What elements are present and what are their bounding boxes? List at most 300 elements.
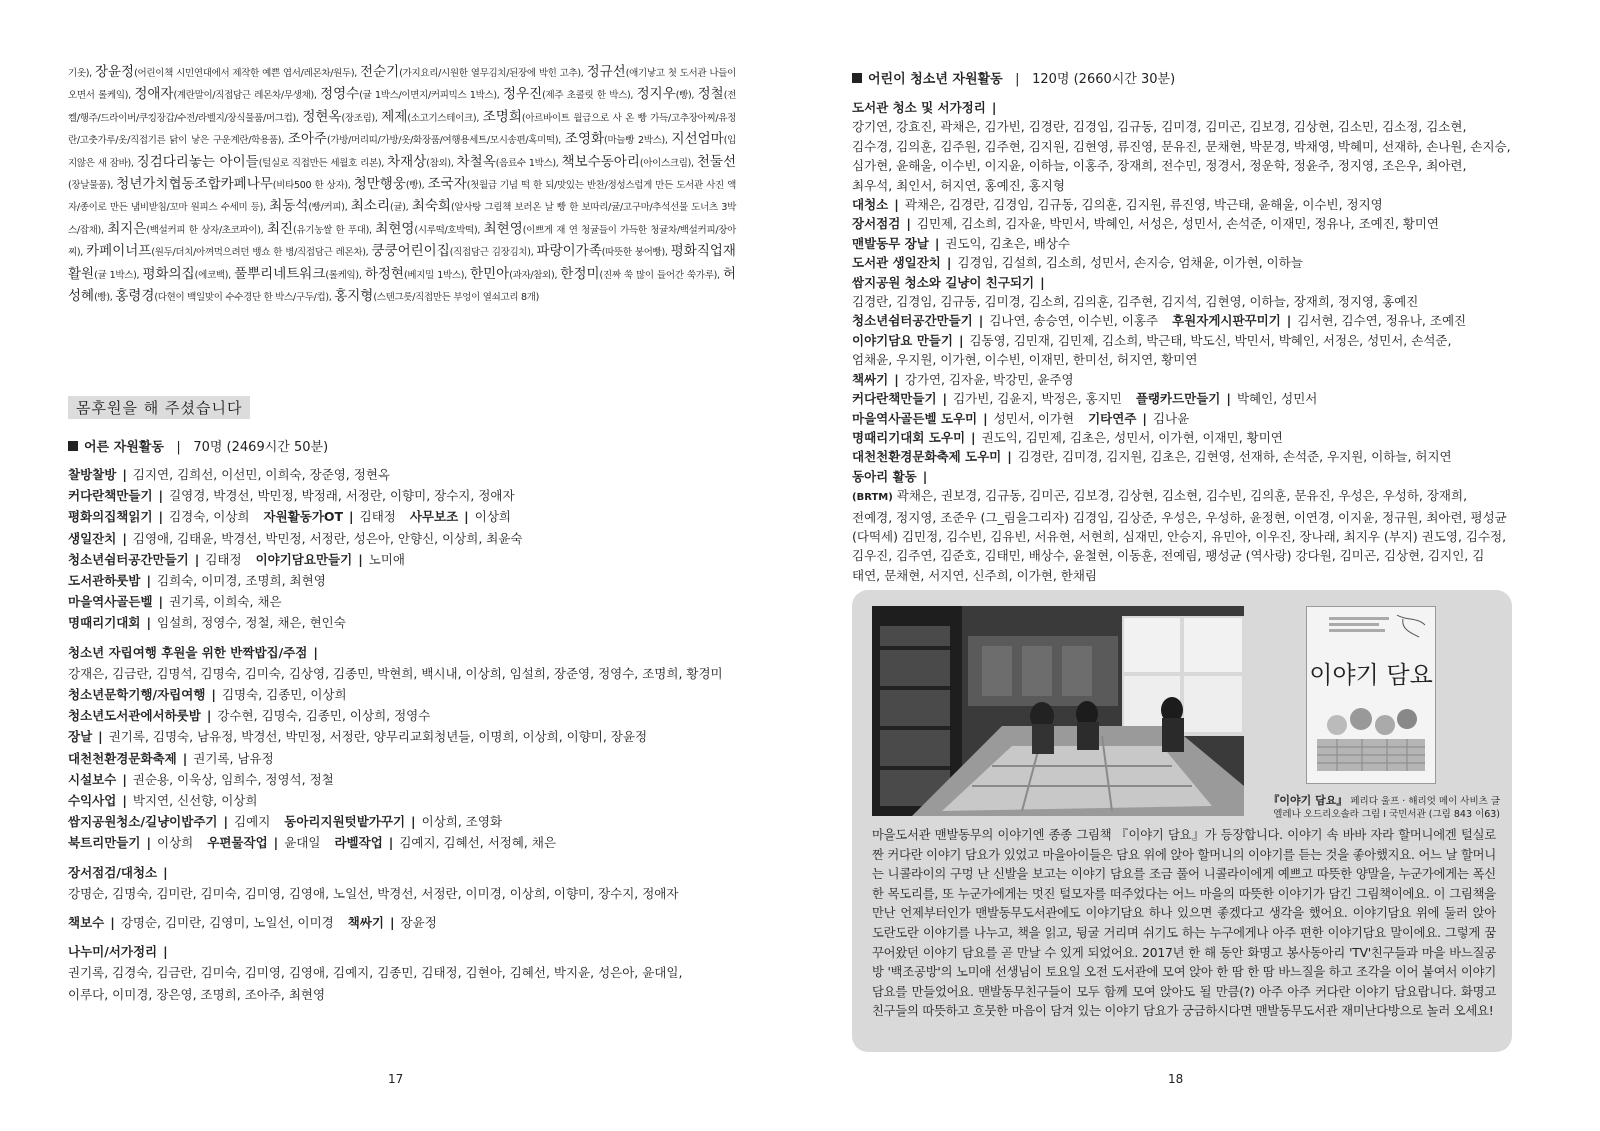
activity-names: 김동영, 김민재, 김민제, 김소희, 박근태, 박도신, 박민서, 박혜인, 서정은, 성민서, 손석준, [969,332,1452,348]
club-tag: (BRTM) [852,492,893,504]
donor-name: 최소리 [350,198,390,215]
activity-separator: | [206,708,212,724]
activity-row [852,508,1524,527]
activity-label: 수익사업 [68,793,117,809]
activity-names: 김수경, 김의훈, 김주원, 김주현, 김지원, 김현영, 류진영, 문유진, 문채현, 박문경, 박채영, 박혜미, 선재하, 손나원, 손지승, [852,138,1511,154]
donor-detail: (과자/참외), [509,269,561,281]
activity-row [68,811,748,832]
donor-detail: (장조림), [341,112,382,124]
donor-detail: (소고기스테이크), [407,112,483,124]
donor-detail: (시루떡/호박떡), [414,224,484,236]
activity-names: 이루다, 이미경, 장은영, 조명희, 조아주, 최현영 [68,986,326,1002]
activity-separator: | [163,944,168,960]
activity-separator: | [194,551,200,567]
activity-names: 권도익, 김민제, 김초은, 성민서, 이가현, 이재민, 황미연 [981,429,1283,445]
donor-name: 제제 [381,108,408,125]
activity-names: 이상희 [157,835,194,851]
donor-name: 조영화 [564,131,605,148]
donor-name: 청년가치협동조합카페나무 [116,176,273,193]
activity-names: 김우진, 김주연, 김준호, 김태민, 배상수, 윤철현, 이동훈, 전예림, 팽성균 (역사랑) 강다원, 김미곤, 김상현, 김지인, 김 [852,548,1485,564]
activity-names: 윤대일 [284,835,321,851]
activity-names: 김예지, 김혜선, 서정혜, 채은 [399,835,557,851]
activity-names: 김지연, 김희선, 이선민, 이희숙, 장준영, 정현옥 [132,467,390,482]
donor-name: 최숙희 [411,198,451,215]
adult-header-title: 어른 자원활동 [84,440,164,455]
activity-label: 사무보조 [409,509,459,525]
donor-detail: (입지않은 새 잠바), [68,135,737,169]
donor-name: 최현영 [375,220,415,237]
activity-row [852,253,1524,272]
activity-row [852,311,1524,330]
library-photo-illustration [872,606,1244,816]
donor-name: 조명희 [482,108,522,125]
donor-name: 홍지형 [334,288,374,305]
activity-label: 명때리기대회 [68,615,141,631]
activity-separator: | [906,216,911,232]
activity-names: 강재은, 김금란, 김명석, 김명숙, 김미숙, 김상영, 김종민, 박현희, 백시내, 이상희, 임설희, 장준영, 정영수, 조명희, 황경미 [68,665,723,681]
donor-detail: (첫월급 기념 떡 한 되/맛있는 반찬/정성스럽게 만든 도서관 사진 액자/종이로 만든 냄비받침/꼬마 원피스 수세미 등), [68,180,736,214]
donor-detail: (아이스크림), [639,157,697,169]
activity-label: 대천천환경문화축제 [68,750,177,766]
activity-separator: | [971,429,976,445]
activity-names: 권기록, 남유정 [193,750,274,766]
activity-row [68,705,748,726]
donor-detail: (어린이책 시민연대에서 제작한 예쁜 엽서/레몬차/원두), [134,68,361,79]
donor-detail: (직접담근 김장김치), [449,247,537,259]
activity-names: 곽채은, 권보경, 김규동, 김미곤, 김보경, 김상현, 김소현, 김수빈, 김의훈, 문유진, 우성은, 우성하, 장재희, [896,488,1468,504]
activity-names: 김나연, 송승연, 이수빈, 이홍주 [989,313,1159,329]
page-number-left: 17 [388,1072,404,1086]
activity-separator: | [388,835,394,851]
activity-separator: | [922,468,928,484]
activity-row [68,612,748,633]
activity-separator: | [211,687,216,703]
activity-separator: | [158,594,164,610]
donor-name: 최진 [266,220,294,237]
activity-separator: | [991,100,997,115]
activity-label: 이야기담요만들기 [255,551,353,567]
activity-label: 청소년 자립여행 후원을 위한 반짝밥집/주점 [68,644,308,660]
activity-row [68,591,748,612]
donor-detail: (에코백), [194,269,235,281]
activity-label: 도서관 생일잔치 [852,255,941,271]
activity-row [852,156,1524,175]
activity-row [852,370,1524,389]
activity-label: 쌈지공원 청소와 길냥이 친구되기 [852,274,1035,290]
activity-names: 엄채윤, 우지원, 이가현, 이수빈, 이재민, 한미선, 허지연, 황미연 [852,352,1198,368]
donor-detail: (빵/커피), [308,202,351,214]
donor-name: 정애자 [134,86,174,103]
book-cover-title: 이야기 담요 [1309,661,1433,689]
activity-separator: | [978,313,984,329]
donor-name: 홍령경 [115,288,155,305]
donor-name: 쿵쿵어린이집 [371,243,450,260]
activity-row [852,234,1524,253]
teen-header-value: 120명 (2660시간 30분) [1032,72,1176,87]
activity-separator: | [894,197,899,213]
activity-row [852,137,1524,156]
activity-names: 박지연, 신선향, 이상희 [132,793,258,809]
activity-label: 커다란책만들기 [68,488,153,504]
activity-names: 강명순, 김명숙, 김미란, 김미숙, 김미영, 김영애, 노일선, 박경선, 서정란, 이미경, 이상희, 이향미, 장수지, 정애자 [68,885,679,901]
activity-label: 평화의집책읽기 [68,509,153,525]
donor-detail: (가지요리/시원한 열무김치/된장에 박힌 고추), [399,68,587,79]
list-gap [68,933,748,941]
activity-row [68,506,748,527]
activity-names: 권기록, 김명숙, 남유정, 박경선, 박민정, 서정란, 양무리교회청년들, 이명희, 이상희, 이향미, 장윤정 [108,729,648,745]
activity-separator: | [946,255,952,271]
donor-name: 정현옥 [302,108,342,125]
activity-row [852,447,1524,466]
activity-row [852,331,1524,350]
activity-names: 강명순, 김미란, 김영미, 노일선, 이미경 [120,915,334,931]
activity-label: 기타연주 [1088,410,1137,426]
activity-names: 권도익, 김초은, 배상수 [945,235,1070,251]
activity-row [852,409,1524,428]
activity-row [852,486,1524,507]
donor-detail: (귤 1박스/이면지/커피믹스 1박스), [359,90,503,102]
activity-separator: | [1040,274,1045,290]
activity-label: 청소년문학기행/자립여행 [68,687,206,703]
adult-activity-list [68,464,748,1005]
donor-name: 최현영 [483,220,523,237]
activity-separator: | [349,509,354,525]
activity-label: 책싸기 [347,915,384,931]
activity-separator: | [411,814,416,830]
donor-detail: (참외), [426,157,457,169]
activity-separator: | [158,509,164,525]
square-bullet-icon [68,441,78,451]
activity-names: 곽채은, 김경란, 김경임, 김규동, 김의훈, 김지원, 류진영, 박근태, 윤해울, 이수빈, 정지영 [904,197,1383,213]
donor-list [68,62,736,308]
activity-label: 대청소 [852,197,889,213]
activity-names: 최우석, 최인서, 허지연, 홍예진, 홍지형 [852,177,1065,193]
donor-detail: (알사탕 그림책 보러온 날 빵 한 보따리/귤/고구마/추석선물 도너츠 3박스/잡채), [68,202,736,236]
activity-row [852,98,1524,117]
donor-detail: (귤), [389,202,412,214]
activity-names: 김예지 [234,814,271,830]
activity-separator: | [146,835,152,851]
activity-separator: | [894,371,899,387]
activity-row [68,832,748,853]
activity-separator: | [464,509,469,525]
activity-label: 동아리 활동 [852,468,917,484]
activity-label: 청소년도서관에서하룻밤 [68,708,201,724]
donor-detail: (베지밀 1박스), [403,269,471,281]
activity-label: 맨발동무 장날 [852,235,929,251]
activity-label: 커다란책만들기 [852,391,937,407]
activity-label: 이야기담요 만들기 [852,332,953,348]
activity-label: 장서점검/대청소 [68,864,158,880]
activity-separator: | [1286,313,1292,329]
donor-detail: (다현이 백일맞이 수수경단 한 박스/구두/컵), [154,292,335,304]
activity-label: 동아리지원텃밭가꾸기 [284,814,406,830]
list-gap [68,904,748,912]
activity-separator: | [389,915,395,931]
activity-names: 김영애, 김태윤, 박경선, 박민정, 서정란, 성은아, 안향신, 이상희, 최윤숙 [132,530,523,546]
activity-row [68,883,748,904]
activity-row [68,862,748,883]
donor-name: 파랑이가족 [536,243,602,260]
story-paragraph: 마을도서관 맨발동무의 이야기엔 종종 그림책 『이야기 담요』가 등장합니다. 이야기 속 바바 자라 할머니에겐 털실로 짠 커다란 이야기 담요가 있었고 마을아이들은 담요 위에 앉아 할머니의 이야기를 듣는 것을 좋아했지요. 어느 날 할머니는 니콜라이의 구멍 난 신발을 보고는 이야기 담요를 조금 풀어 니콜라이에게 예쁘고 따뜻한 양말을, 누군가에게는 폭신한 목도리를, 또 누군가에게는 멋진 털모자를 떠주었다는 어느 마을의 따뜻한 이야기가 담긴 그림책이에요. 이 그림책을 만난 언제부터인가 맨발동무도서관에도 이야기담요 하나 있으면 좋겠다고 생각을 했어요. 이야기담요 위에 둘러 앉아 도란도란 이야기를 나누고, 책을 읽고, 뒹굴 거리며 쉬기도 하는 누구에게나 아주 편한 이야기담요 말이에요. 그렇게 꿈꾸어왔던 이야기 담요를 곧 만날 수 있게 되었어요. 2017년 한 해 동안 화명고 봉사동아리 'TV'친구들과 마을 바느질공방 '백조공방'의 노미애 선생님이 토요일 오전 도서관에 모여 앉아 한 땀 한 땀 바느질을 하고 조각을 이어 붙여서 이야기담요를 만들었어요. 맨발동무친구들이 모두 함께 모여 앉아도 될 만큼(?) 아주 아주 커다란 이야기 담요랍니다. 화명고 친구들의 따뜻하고 흐뭇한 마음이 담겨 있는 이야기 담요가 궁금하시다면 맨발동무도서관 재미난다방으로 놀러 오세요! [872,828,1496,1019]
activity-row [68,769,748,790]
activity-names: 김명숙, 김종민, 이상희 [221,687,347,703]
donor-name: 천둘선 [696,153,736,170]
activity-separator: | [122,467,127,482]
donor-detail: (아르바이트 월급으로 사 온 빵 가득/고추장아찌/유정란/고춧가루/옷/직접기른 닭이 낳은 구운계란/학용품), [68,112,736,147]
activity-separator: | [98,729,103,745]
donor-detail: (빵), [405,180,428,192]
activity-row [852,467,1524,486]
activity-names: 김희숙, 이미경, 조명희, 최현영 [157,573,326,589]
teen-activity-list [852,98,1524,585]
activity-row [68,642,748,663]
activity-names: 노미애 [368,551,405,567]
caption-line-2: 엘레나 오드리오솔라 그림 I 국민서관 (그림 843 이63) [1273,809,1500,820]
donor-detail: (스텐그릇/직접만든 부엉이 열쇠고리 8개) [373,292,539,304]
activity-names: 강수현, 김명숙, 김종민, 이상희, 정영수 [217,708,431,724]
activity-separator: | [1007,449,1012,465]
donor-detail: (유기농쌀 한 푸대), [293,224,376,236]
activity-separator: | [273,835,279,851]
donor-name: 장윤정 [94,64,135,80]
donor-name: 징검다리놓는 아이들 [136,153,259,170]
donor-detail: (장날물품), [68,180,117,192]
activity-names: 김경숙, 이상희 [169,509,250,525]
activity-names: 강가연, 김자윤, 박강민, 윤주영 [904,371,1074,387]
activity-label: 플랭카드만들기 [1135,391,1221,407]
activity-names: 김서현, 김수연, 정유나, 조예진 [1297,313,1467,329]
activity-label: 나누미/서가정리 [68,944,158,960]
activity-label: 쌈지공원청소/길냥이밥주기 [68,814,218,830]
activity-row [68,941,748,962]
donor-detail: (진짜 쑥 많이 들어간 쑥가루), [599,269,723,281]
donor-detail: (빵), [675,90,698,102]
activity-names: 김태정 [205,551,242,567]
activity-row [68,485,748,506]
donor-name: 책보수동아리 [561,153,640,170]
activity-label: 책싸기 [852,371,889,387]
activity-row [852,566,1524,585]
activity-row [68,962,748,983]
activity-separator: | [146,615,152,631]
donor-detail: (따뜻한 붕어빵), [601,247,671,259]
activity-names: 권기록, 이희숙, 채은 [169,594,282,610]
activity-names: 김경임, 김설희, 김소희, 성민서, 손지승, 엄채윤, 이가현, 이하늘 [957,255,1303,271]
activity-row [852,195,1524,214]
donor-name: 한정미 [560,265,600,282]
activity-row [852,389,1524,408]
donor-detail: (이쁘게 재 연 청귤들이 가득한 청귤차/백설커피/장아찌), [68,224,736,259]
activity-row [852,428,1524,447]
donor-name: 카페이너프 [86,243,152,260]
activity-label: 청소년쉼터공간만들기 [68,551,189,567]
activity-names: 이상희 [474,509,511,525]
activity-label: 책보수 [68,915,105,931]
activity-separator: | [122,771,127,787]
activity-label: 장서점검 [852,216,901,232]
donor-text: 기옷), [68,68,95,79]
list-gap [68,634,748,642]
story-box [852,590,1512,1052]
activity-label: 마을역사골든벨 도우미 [852,410,978,426]
activity-row [68,726,748,747]
activity-row [852,273,1524,292]
activity-row [68,528,748,549]
activity-names: 이상희, 조영화 [421,814,503,830]
donor-detail: (계란말이/직접담근 레몬차/무생채), [173,90,321,102]
activity-label: 북트리만들기 [68,835,141,851]
activity-label: 청소년쉼터공간만들기 [852,313,973,329]
square-bullet-icon [852,73,862,83]
activity-names: 권기록, 김경숙, 김금란, 김미숙, 김미영, 김영애, 김예지, 김종민, 김태정, 김현아, 김혜선, 박지윤, 성은아, 윤대일, [68,965,683,981]
activity-label: 대천천환경문화축제 도우미 [852,449,1002,465]
activity-names: 박혜인, 성민서 [1236,391,1318,407]
activity-names: 김태정 [359,509,396,525]
activity-row [852,117,1524,136]
activity-names: 강기연, 강효진, 곽채은, 김가빈, 김경란, 김경임, 김규동, 김미경, 김미곤, 김보경, 김상현, 김소민, 김소정, 김소현, [852,119,1467,135]
activity-names: 김경란, 김미경, 김지원, 김초은, 김현영, 선재하, 손석준, 우지원, 이하늘, 허지연 [1017,449,1452,465]
activity-separator: | [1142,410,1147,426]
activity-separator: | [146,573,152,589]
activity-row [68,464,748,485]
teen-volunteer-header [852,68,1175,87]
section-tag: 몸후원을 해 주셨습니다 [68,396,250,419]
activity-names: 심가현, 윤해울, 이수빈, 이지윤, 이하늘, 이홍주, 장재희, 전수민, 정경서, 정운학, 정윤주, 정지영, 조은우, 최아련, [852,158,1467,174]
activity-names: 태연, 문채현, 서지연, 신주희, 이가현, 한채림 [852,567,1098,583]
list-gap [68,854,748,862]
donor-name: 정우진 [502,86,543,103]
donor-detail: (전켈/행주/드라이버/쿠킹장갑/수전/라벨지/장식물품/머그컵), [68,90,736,124]
donor-name: 최동석 [269,198,309,215]
donor-name: 조아주 [287,131,327,148]
book-cover-image [1306,606,1436,784]
teen-header-title: 어린이 청소년 자원활동 [868,72,1003,87]
donor-detail: (가방/머리띠/가방/옷/화장품/여행용세트/모시송편/혹미떡), [326,135,565,147]
activity-row [68,684,748,705]
donor-name: 한민아 [470,265,510,282]
activity-separator: | [182,750,188,766]
donor-detail: (비타500 한 상자), [272,180,354,192]
donor-detail: (털실로 직접만든 세월호 리본), [258,157,388,169]
activity-names: 임설희, 정영수, 정철, 채은, 현인숙 [157,615,346,631]
activity-row [852,176,1524,195]
donor-name: 하정현 [364,265,404,282]
activity-names: 권순용, 이욱상, 임희수, 정영석, 정철 [132,771,334,787]
activity-row [852,527,1524,546]
activity-label: 후원자게시판꾸미기 [1172,313,1281,329]
activity-names: 성민서, 이가현 [993,410,1075,426]
header-separator: | [1015,72,1020,87]
activity-names: 길영경, 박경선, 박민정, 박정래, 서정란, 이향미, 장수지, 정애자 [169,488,515,504]
donor-name: 평화직업재활원 [68,243,736,282]
donor-detail: (빵), [94,292,116,304]
activity-row [852,292,1524,311]
activity-label: 도서관하룻밤 [68,573,141,589]
activity-separator: | [358,551,363,567]
donor-detail: (원두/더치/아껴먹으려던 뱅쇼 한 병/직접담근 레몬차), [151,247,372,259]
donor-name: 청만행웅 [353,176,406,193]
activity-label: 우편물작업 [207,835,268,851]
activity-row [68,790,748,811]
activity-separator: | [942,391,948,407]
activity-separator: | [934,235,940,251]
activity-label: 생일잔치 [68,530,117,546]
donor-name: 전순기 [360,64,400,80]
activity-row [68,570,748,591]
adult-volunteer-header [68,436,328,455]
activity-separator: | [958,332,964,348]
activity-separator: | [110,915,115,931]
activity-row [852,214,1524,233]
activity-separator: | [163,864,168,880]
activity-label: 장날 [68,729,93,745]
library-photo [872,606,1244,816]
activity-row [852,350,1524,369]
caption-line-1: 페리다 울프 · 해리엇 메이 사비츠 글 [1350,796,1500,807]
donor-name: 허성혜 [68,265,736,305]
activity-row [68,663,748,684]
activity-names: 김경란, 김경임, 김규동, 김미경, 김소희, 김의훈, 김주현, 김지석, 김현영, 이하늘, 장재희, 정지영, 홍예진 [852,294,1419,310]
activity-row [852,546,1524,565]
donor-name: 최지은 [107,220,147,237]
activity-row [68,748,748,769]
activity-separator: | [313,644,318,660]
donor-detail: (귤 1박스), [94,269,143,281]
activity-row [68,912,748,933]
donor-detail: (제주 초콜릿 한 박스), [542,90,637,102]
donor-name: 풀뿌리네트워크 [234,265,326,282]
activity-label: 도서관 청소 및 서가정리 [852,100,986,115]
activity-label: 마을역사골든벨 [68,594,153,610]
donor-detail: (음료수 1박스), [495,157,562,169]
donor-name: 평화의집 [142,265,195,282]
activity-names: 김나윤 [1152,410,1190,426]
activity-row [68,549,748,570]
book-cover-illustration [1307,607,1435,783]
activity-separator: | [122,530,127,546]
activity-label: 명때리기대회 도우미 [852,429,966,445]
book-caption [1256,794,1500,821]
donor-detail: (마늘빵 2박스), [604,135,672,147]
donor-detail: (롤케잌), [325,269,365,281]
donor-name: 정철 [697,86,724,103]
donor-name: 차재상 [387,153,427,170]
activity-separator: | [122,793,127,809]
activity-label: 찰방찰방 [68,467,117,482]
activity-separator: | [158,488,164,504]
donor-name: 지선엄마 [671,131,724,148]
donor-name: 조국자 [427,176,467,193]
activity-label: 시설보수 [68,771,117,787]
donor-detail: (애기낳고 첫 도서관 나들이 오면서 롤케잌), [68,68,736,102]
activity-names: 전예경, 정지영, 조준우 (그_림을그리자) 김경임, 김상준, 우성은, 우성하, 윤정현, 이연경, 이지윤, 정규원, 최아련, 평성균 [852,509,1507,525]
activity-names: 장윤정 [400,915,437,931]
caption-title: 『이야기 담요』 [1268,794,1348,807]
activity-label: 자원활동가OT [263,509,344,525]
donor-name: 차철옥 [456,153,496,170]
donor-detail: (백설커피 한 상자/초코파이), [146,224,267,236]
activity-separator: | [1226,391,1231,407]
activity-row [68,984,748,1005]
activity-names: 김가빈, 김윤지, 박정은, 홍지민 [953,391,1122,407]
donor-name: 정지우 [636,86,676,103]
activity-label: 라벨작업 [334,835,383,851]
adult-header-value: 70명 (2469시간 50분) [193,440,329,455]
activity-separator: | [223,814,229,830]
activity-separator: | [983,410,988,426]
donor-name: 정영수 [320,86,360,103]
